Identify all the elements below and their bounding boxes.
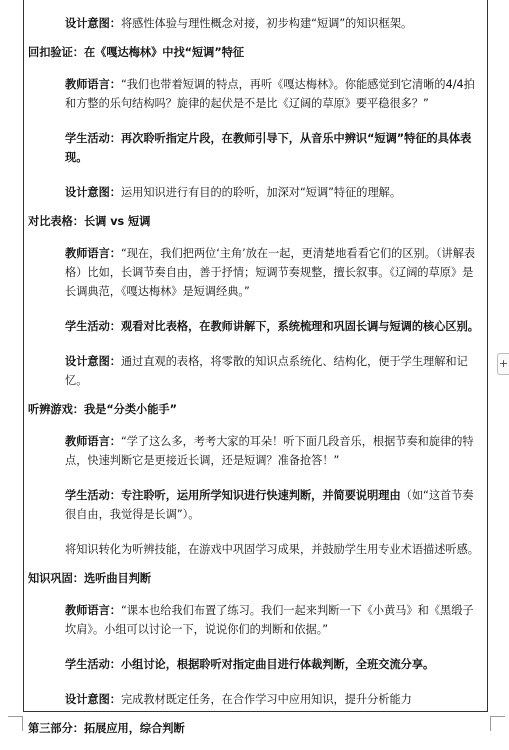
teacher-speech-paragraph (28, 432, 484, 470)
paragraph-text: 运用知识进行有目的的聆听，加深对“短调”特征的理解。 (120, 186, 402, 199)
student-activity-label: 学生活动： (65, 489, 121, 502)
paragraph-text: 将知识转化为听辨技能，在游戏中巩固学习成果，并鼓励学生用专业术语描述听感。 (65, 543, 479, 556)
paragraph-text: 将感性体验与理性概念对接，初步构建“短调”的知识框架。 (120, 17, 413, 30)
paragraph-text: （如“这首节奏很自由，我觉得是长调”）。 (65, 489, 474, 521)
teacher-speech-label: 教师语言： (65, 78, 121, 91)
section-heading: 知识巩固：选听曲目判断 (28, 572, 152, 585)
teacher-speech-label: 教师语言： (65, 435, 121, 448)
section-heading: 对比表格：长调 vs 短调 (28, 215, 151, 228)
paragraph-text: 完成教材既定任务，在合作学习中应用知识，提升分析能力 (120, 693, 412, 706)
paragraph-text: “课本也给我们布置了练习。我们一起来判断一下《小黄马》和《黑缎子坎肩》。小组可以讨论一下，说说你们的判断和依据。” (65, 604, 474, 636)
paragraph-text: 小组讨论，根据聆听对指定曲目进行体裁判断，全班交流分享。 (120, 658, 435, 671)
section-heading: 听辨游戏：我是“分类小能手” (28, 403, 177, 416)
paragraph-bold-text: 专注聆听，运用所学知识进行快速判断，并简要说明理由 (120, 489, 401, 502)
student-activity-paragraph (28, 486, 484, 524)
paragraph-text: 再次聆听指定片段，在教师引导下，从音乐中辨识“短调”特征的具体表现。 (65, 132, 472, 164)
student-activity-label: 学生活动： (65, 658, 121, 671)
paragraph-text: “我们也带着短调的特点，再听《嘎达梅林》。你能感觉到它清晰的4/4拍和方整的乐句结构吗？旋律的起伏是不是比《辽阔的草原》要平稳很多？” (65, 78, 475, 110)
design-intent-paragraph (28, 540, 484, 559)
design-intent-label: 设计意图： (65, 693, 121, 706)
paragraph-text: 观看对比表格，在教师讲解下，系统梳理和巩固长调与短调的核心区别。 (120, 320, 479, 333)
student-activity-paragraph (28, 129, 484, 167)
document-body (28, 14, 484, 738)
student-activity-label: 学生活动： (65, 320, 121, 333)
crop-mark-bottom-left (8, 716, 23, 731)
student-activity-paragraph (28, 317, 484, 336)
teacher-speech-label: 教师语言： (65, 247, 121, 260)
paragraph-text: 通过直观的表格，将零散的知识点系统化、结构化，便于学生理解和记忆。 (65, 355, 468, 387)
design-intent-label: 设计意图： (65, 17, 121, 30)
paragraph-text: “现在，我们把两位‘主角’放在一起，更清楚地看看它们的区别。（讲解表格）比如，长调节奏自由，善于抒情；短调节奏规整，擅长叙事。《辽阔的草原》是长调典范，《嘎达梅林》是短调经典。” (65, 247, 476, 298)
crop-mark-bottom-right (490, 716, 505, 731)
student-activity-label: 学生活动： (65, 132, 121, 145)
design-intent-paragraph (28, 183, 484, 202)
section-heading: 第三部分：拓展应用，综合判断 (28, 722, 185, 735)
student-activity-paragraph (28, 655, 484, 674)
expand-panel-icon[interactable]: + (497, 353, 509, 375)
teacher-speech-paragraph (28, 244, 484, 301)
design-intent-paragraph (28, 14, 484, 33)
teacher-speech-paragraph (28, 601, 484, 639)
paragraph-text: “学了这么多，考考大家的耳朵！听下面几段音乐，根据节奏和旋律的特点，快速判断它是更接近长调，还是短调？准备抢答！” (65, 435, 474, 467)
section-heading: 回扣验证：在《嘎达梅林》中找“短调”特征 (28, 46, 245, 59)
teacher-speech-paragraph (28, 75, 484, 113)
design-intent-label: 设计意图： (65, 186, 121, 199)
design-intent-label: 设计意图： (65, 355, 121, 368)
teacher-speech-label: 教师语言： (65, 604, 121, 617)
design-intent-paragraph (28, 690, 484, 709)
design-intent-paragraph (28, 352, 484, 390)
